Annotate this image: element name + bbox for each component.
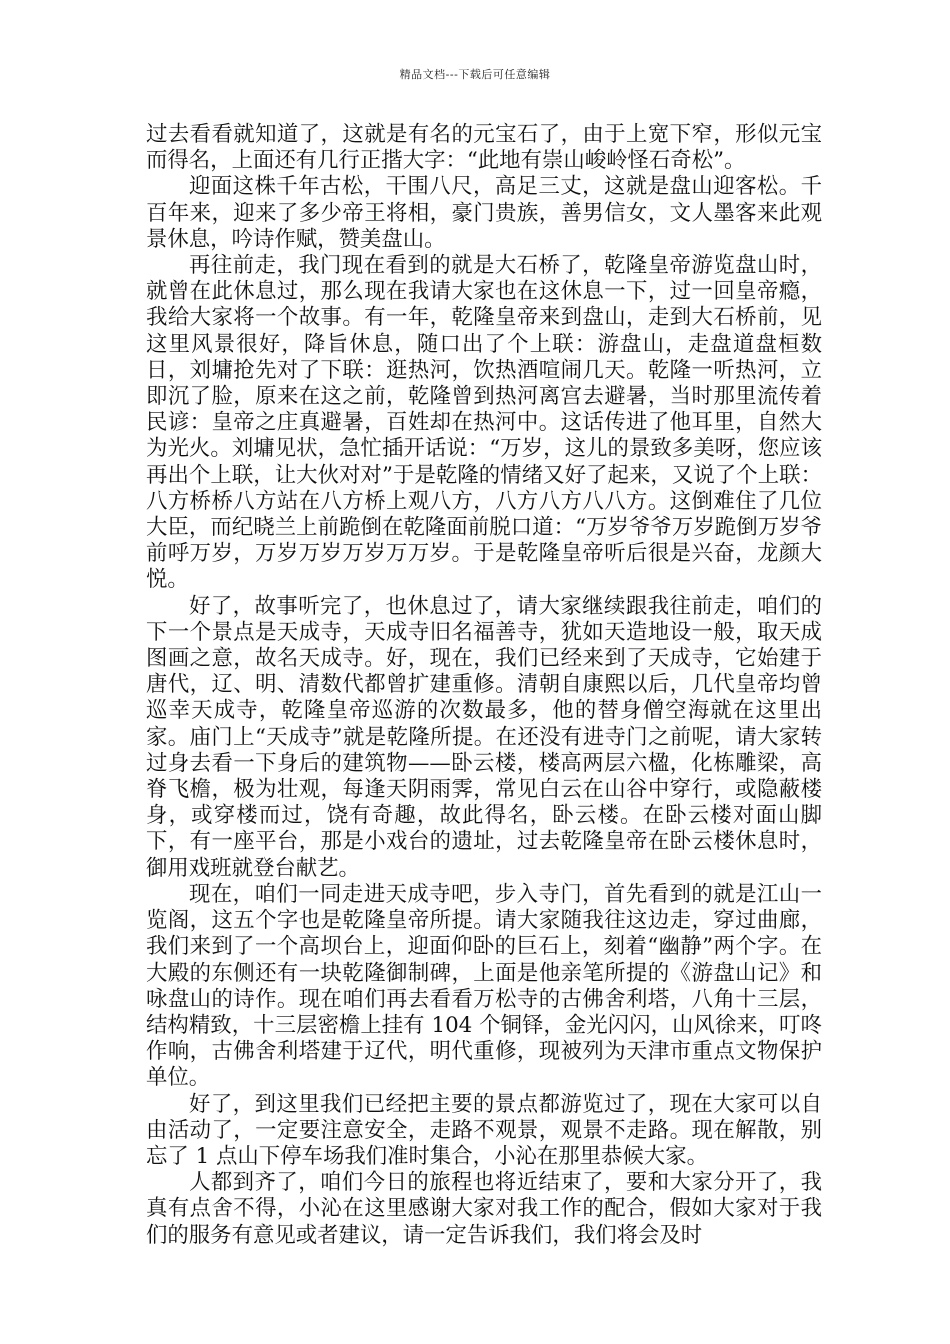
document-body — [146, 122, 822, 1249]
paragraph: 再往前走，我门现在看到的就是大石桥了，乾隆皇帝游览盘山时，就曾在此休息过，那么现在我请大家也在这休息一下，过一回皇帝瘾，我给大家将一个故事。有一年，乾隆皇帝来到盘山，走到大石桥前，见这里风景很好，降旨休息，随口出了个上联：游盘山，走盘道盘桓数日，刘墉抢先对了下联：逛热河，饮热酒喧闹几天。乾隆一听热河，立即沉了脸，原来在这之前，乾隆曾到热河离宫去避暑，当时那里流传着民谚：皇帝之庄真避暑，百姓却在热河中。这话传进了他耳里，自然大为光火。刘墉见状，急忙插开话说：“万岁，这儿的景致多美呀，您应该再出个上联，让大伙对对”于是乾隆的情绪又好了起来，又说了个上联：八方桥桥八方站在八方桥上观八方，八方八方八八方。这倒难住了几位大臣，而纪晓兰上前跪倒在乾隆面前脱口道：“万岁爷爷万岁跪倒万岁爷前呼万岁，万岁万岁万岁万万岁。于是乾隆皇帝听后很是兴奋，龙颜大悦。 — [146, 253, 822, 593]
paragraph: 好了，故事听完了，也休息过了，请大家继续跟我往前走，咱们的下一个景点是天成寺，天成寺旧名福善寺，犹如天造地设一般，取天成图画之意，故名天成寺。好，现在，我们已经来到了天成寺，它始建于唐代，辽、明、清数代都曾扩建重修。清朝自康熙以后，几代皇帝均曾巡幸天成寺，乾隆皇帝巡游的次数最多，他的替身僧空海就在这里出家。庙门上“天成寺”就是乾隆所提。在还没有进寺门之前呢，请大家转过身去看一下身后的建筑物——卧云楼，楼高两层六楹，化栋雕梁，高脊飞檐，极为壮观，每逢天阴雨霁，常见白云在山谷中穿行，或隐蔽楼身，或穿楼而过，饶有奇趣，故此得名，卧云楼。在卧云楼对面山脚下，有一座平台，那是小戏台的遗址，过去乾隆皇帝在卧云楼休息时，御用戏班就登台献艺。 — [146, 593, 822, 881]
paragraph: 好了，到这里我们已经把主要的景点都游览过了，现在大家可以自由活动了，一定要注意安全，走路不观景，观景不走路。现在解散，别忘了 1 点山下停车场我们准时集合，小沁在那里恭候大家。 — [146, 1091, 822, 1169]
page-header: 精品文档---下载后可任意编辑 — [399, 68, 551, 81]
paragraph: 迎面这株千年古松，干围八尺，高足三丈，这就是盘山迎客松。千百年来，迎来了多少帝王将相，豪门贵族，善男信女，文人墨客来此观景休息，吟诗作赋，赞美盘山。 — [146, 174, 822, 252]
paragraph: 人都到齐了，咱们今日的旅程也将近结束了，要和大家分开了，我真有点舍不得，小沁在这里感谢大家对我工作的配合，假如大家对于我们的服务有意见或者建议，请一定告诉我们，我们将会及时 — [146, 1170, 822, 1248]
paragraph-continuation: 过去看看就知道了，这就是有名的元宝石了，由于上宽下窄，形似元宝而得名，上面还有几行正揩大字：“此地有崇山峻岭怪石奇松”。 — [146, 122, 822, 174]
paragraph: 现在，咱们一同走进天成寺吧，步入寺门，首先看到的就是江山一览阁，这五个字也是乾隆皇帝所提。请大家随我往这边走，穿过曲廊，我们来到了一个高坝台上，迎面仰卧的巨石上，刻着“幽静”两个字。在大殿的东侧还有一块乾隆御制碑，上面是他亲笔所提的《游盘山记》和咏盘山的诗作。现在咱们再去看看万松寺的古佛舍利塔，八角十三层，结构精致，十三层密檐上挂有 104 个铜铎，金光闪闪，山风徐来，叮咚作响，古佛舍利塔建于辽代，明代重修，现被列为天津市重点文物保护单位。 — [146, 881, 822, 1091]
